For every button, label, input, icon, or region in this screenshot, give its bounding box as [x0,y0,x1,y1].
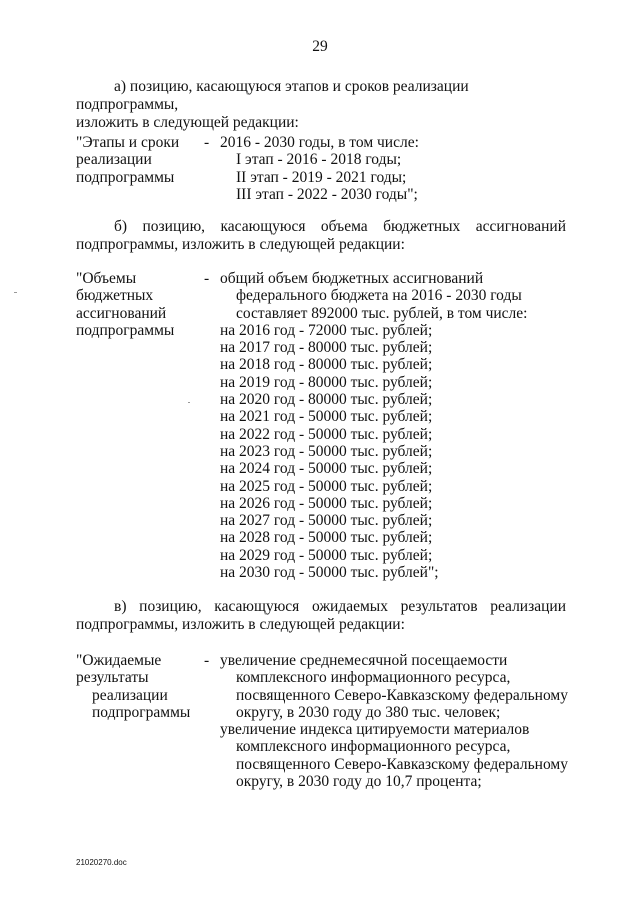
content-line: II этап - 2019 - 2021 годы; [236,168,407,186]
section-c-intro [76,598,566,634]
content-line: I этап - 2016 - 2018 годы; [236,151,402,169]
content-line: комплексного информационного ресурса, [236,738,511,756]
label-line: подпрограммы [76,321,175,339]
document-footer: 21020270.doc [76,858,127,867]
section-c-intro-line-2: подпрограммы, изложить в следующей редакции: [76,616,405,633]
section-b-label [76,270,196,339]
year-line: на 2027 год - 50000 тыс. рублей; [220,512,433,530]
label-line: "Объемы [76,270,137,287]
year-line: на 2020 год - 80000 тыс. рублей; [220,391,433,409]
label-line: результаты [76,669,149,687]
section-c-content [220,652,576,790]
section-b-intro-line-1: б) позицию, касающуюся объема бюджетных ассигнований [114,218,566,235]
section-a-intro-line-1: а) позицию, касающуюся этапов и сроков реализации подпрограммы, [76,78,469,113]
section-b-intro-line-2: подпрограммы, изложить в следующей редакции: [76,236,405,253]
year-line: на 2018 год - 80000 тыс. рублей; [220,356,433,374]
content-line: комплексного информационного ресурса, [236,669,511,687]
section-c-dash: - [204,652,210,669]
label-line: бюджетных [76,287,154,305]
year-line: на 2016 год - 72000 тыс. рублей; [220,321,433,339]
section-a-intro-line-2: изложить в следующей редакции: [76,114,299,131]
content-line: округу, в 2030 году до 10,7 процента; [236,773,482,791]
year-line: на 2028 год - 50000 тыс. рублей; [220,529,433,547]
label-line: реализации [92,686,168,704]
section-a-dash: - [204,134,210,151]
section-c-intro-line-1: в) позицию, касающуюся ожидаемых результатов реализации [114,598,566,615]
content-line: 2016 - 2030 годы, в том числе: [220,134,419,151]
scan-mark [14,292,17,293]
label-line: ассигнований [76,304,167,322]
content-line: посвященного Северо-Кавказскому федеральному [236,686,568,704]
section-a-label [76,134,196,186]
page-number: 29 [312,38,328,55]
section-b-content [220,270,576,581]
year-line: на 2019 год - 80000 тыс. рублей; [220,373,433,391]
content-line: III этап - 2022 - 2030 годы"; [236,185,418,203]
label-line: подпрограммы [76,168,175,186]
scan-mark [188,402,190,403]
year-line: на 2021 год - 50000 тыс. рублей; [220,408,433,426]
label-line: "Ожидаемые [76,652,162,669]
year-line: на 2022 год - 50000 тыс. рублей; [220,425,433,443]
label-line: "Этапы и сроки [76,134,180,151]
year-line: на 2026 год - 50000 тыс. рублей; [220,494,433,512]
content-line: увеличение среднемесячной посещаемости [220,652,508,669]
year-line: на 2024 год - 50000 тыс. рублей; [220,460,433,478]
year-line: на 2025 год - 50000 тыс. рублей; [220,477,433,495]
content-line: посвященного Северо-Кавказскому федеральному [236,755,568,773]
year-line: на 2029 год - 50000 тыс. рублей; [220,546,433,564]
year-line: на 2023 год - 50000 тыс. рублей; [220,442,433,460]
year-line: на 2030 год - 50000 тыс. рублей"; [220,564,439,582]
content-line: федерального бюджета на 2016 - 2030 годы [236,287,522,305]
label-line: подпрограммы [92,703,191,721]
content-line: составляет 892000 тыс. рублей, в том числе: [236,304,528,322]
section-c-label [76,652,196,721]
section-b-intro [76,218,566,254]
section-b-dash: - [204,270,210,287]
content-line: общий объем бюджетных ассигнований [220,270,484,287]
year-line: на 2017 год - 80000 тыс. рублей; [220,339,433,357]
content-line: округу, в 2030 году до 380 тыс. человек; [236,703,501,721]
label-line: реализации [76,151,152,169]
content-line: увеличение индекса цитируемости материалов [220,721,530,739]
section-a-content [220,134,576,203]
section-a-intro [76,78,566,132]
